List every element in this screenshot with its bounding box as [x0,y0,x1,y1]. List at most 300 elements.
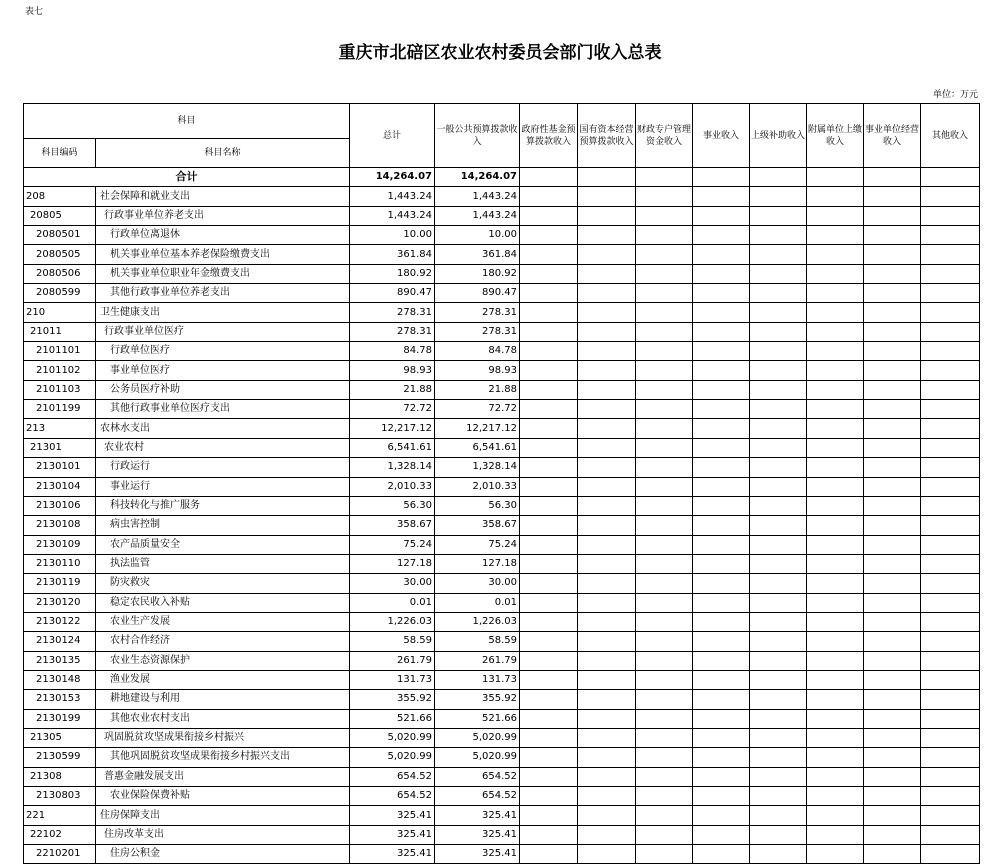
empty-cell [693,709,750,728]
empty-cell [864,168,921,187]
subject-name: 机关事业单位基本养老保险缴费支出 [96,245,350,264]
table-row [24,593,980,612]
empty-cell [807,284,864,303]
empty-cell [578,574,636,593]
empty-cell [807,748,864,767]
empty-cell [693,303,750,322]
empty-cell [807,574,864,593]
empty-cell [750,303,807,322]
empty-cell [750,458,807,477]
empty-cell [636,574,693,593]
empty-cell [864,593,921,612]
table-row [24,322,980,341]
row-general-budget: 278.31 [435,303,520,322]
empty-cell [693,554,750,573]
empty-cell [921,787,980,806]
empty-cell [807,361,864,380]
table-row [24,748,980,767]
empty-cell [921,767,980,786]
empty-cell [520,226,578,245]
col-header-operating-income: 事业单位经营收入 [864,104,921,168]
empty-cell [807,438,864,457]
table-row [24,419,980,438]
empty-cell [520,206,578,225]
empty-cell [520,187,578,206]
empty-cell [921,516,980,535]
empty-cell [750,361,807,380]
row-total: 2,010.33 [350,477,435,496]
empty-cell [921,632,980,651]
empty-cell [807,709,864,728]
row-general-budget: 12,217.12 [435,419,520,438]
subject-code: 2130119 [24,574,96,593]
empty-cell [864,516,921,535]
empty-cell [864,728,921,747]
empty-cell [578,361,636,380]
empty-cell [864,245,921,264]
empty-cell [921,574,980,593]
empty-cell [693,168,750,187]
subject-code: 2130109 [24,535,96,554]
subject-name: 农业生态资源保护 [96,651,350,670]
empty-cell [578,496,636,515]
empty-cell [693,728,750,747]
subject-name: 机关事业单位职业年金缴费支出 [96,264,350,283]
row-total: 261.79 [350,651,435,670]
empty-cell [636,612,693,631]
subject-name: 行政事业单位医疗 [96,322,350,341]
subject-code: 21305 [24,728,96,747]
table-row [24,226,980,245]
table-row [24,458,980,477]
subject-code: 2130122 [24,612,96,631]
empty-cell [520,787,578,806]
col-header-state-capital: 国有资本经营预算拨款收入 [578,104,636,168]
empty-cell [864,361,921,380]
empty-cell [693,651,750,670]
col-header-business-income: 事业收入 [693,104,750,168]
empty-cell [636,226,693,245]
col-header-subordinate-remit: 附属单位上缴收入 [807,104,864,168]
subject-name: 巩固脱贫攻坚成果衔接乡村振兴 [96,728,350,747]
table-row [24,767,980,786]
subject-code: 2130803 [24,787,96,806]
table-row [24,516,980,535]
empty-cell [578,303,636,322]
empty-cell [921,593,980,612]
empty-cell [750,168,807,187]
subject-name: 其他巩固脱贫攻坚成果衔接乡村振兴支出 [96,748,350,767]
row-general-budget: 75.24 [435,535,520,554]
table-row [24,825,980,844]
empty-cell [750,787,807,806]
empty-cell [636,651,693,670]
subject-code: 2130101 [24,458,96,477]
empty-cell [921,845,980,864]
row-total: 72.72 [350,400,435,419]
subject-name: 事业单位医疗 [96,361,350,380]
row-general-budget: 1,443.24 [435,187,520,206]
empty-cell [693,322,750,341]
empty-cell [520,322,578,341]
empty-cell [921,535,980,554]
subject-name: 农产品质量安全 [96,535,350,554]
row-total: 278.31 [350,322,435,341]
empty-cell [807,845,864,864]
empty-cell [807,670,864,689]
empty-cell [750,845,807,864]
row-general-budget: 1,328.14 [435,458,520,477]
subject-name: 渔业发展 [96,670,350,689]
subject-code: 2130124 [24,632,96,651]
row-total: 325.41 [350,825,435,844]
empty-cell [636,380,693,399]
empty-cell [921,342,980,361]
subject-code: 2080501 [24,226,96,245]
empty-cell [750,612,807,631]
empty-cell [921,438,980,457]
empty-cell [864,845,921,864]
row-total: 56.30 [350,496,435,515]
table-row [24,806,980,825]
table-row [24,342,980,361]
empty-cell [750,651,807,670]
empty-cell [636,264,693,283]
empty-cell [520,806,578,825]
empty-cell [520,342,578,361]
empty-cell [636,845,693,864]
row-general-budget: 58.59 [435,632,520,651]
empty-cell [693,767,750,786]
empty-cell [864,438,921,457]
empty-cell [750,419,807,438]
row-total: 358.67 [350,516,435,535]
empty-cell [520,458,578,477]
empty-cell [636,187,693,206]
empty-cell [578,516,636,535]
empty-cell [864,458,921,477]
empty-cell [693,496,750,515]
empty-cell [864,632,921,651]
empty-cell [693,516,750,535]
empty-cell [921,728,980,747]
empty-cell [520,303,578,322]
row-general-budget: 98.93 [435,361,520,380]
empty-cell [750,264,807,283]
empty-cell [578,342,636,361]
row-total: 98.93 [350,361,435,380]
empty-cell [578,651,636,670]
row-general-budget: 10.00 [435,226,520,245]
empty-cell [750,728,807,747]
row-general-budget: 84.78 [435,342,520,361]
empty-cell [520,845,578,864]
empty-cell [807,168,864,187]
table-row [24,651,980,670]
empty-cell [864,806,921,825]
row-general-budget: 278.31 [435,322,520,341]
row-total: 361.84 [350,245,435,264]
subject-name: 其他农业农村支出 [96,709,350,728]
empty-cell [578,825,636,844]
table-row [24,496,980,515]
col-header-superior-subsidy: 上级补助收入 [750,104,807,168]
empty-cell [807,554,864,573]
empty-cell [750,670,807,689]
empty-cell [750,226,807,245]
empty-cell [921,400,980,419]
empty-cell [864,574,921,593]
total-amount: 14,264.07 [350,168,435,187]
table-row [24,612,980,631]
page-title: 重庆市北碚区农业农村委员会部门收入总表 [338,43,662,63]
row-general-budget: 890.47 [435,284,520,303]
subject-name: 事业运行 [96,477,350,496]
row-general-budget: 261.79 [435,651,520,670]
table-row [24,303,980,322]
empty-cell [693,400,750,419]
empty-cell [807,419,864,438]
row-general-budget: 325.41 [435,825,520,844]
row-total: 21.88 [350,380,435,399]
subject-code: 21011 [24,322,96,341]
table-number: 表七 [25,7,44,17]
row-general-budget: 325.41 [435,845,520,864]
empty-cell [921,458,980,477]
row-total: 355.92 [350,690,435,709]
row-general-budget: 180.92 [435,264,520,283]
subject-code: 22102 [24,825,96,844]
empty-cell [750,574,807,593]
table-row [24,264,980,283]
empty-cell [864,787,921,806]
empty-cell [578,400,636,419]
row-general-budget: 72.72 [435,400,520,419]
empty-cell [578,477,636,496]
row-total: 1,226.03 [350,612,435,631]
table-row [24,380,980,399]
empty-cell [578,748,636,767]
empty-cell [693,690,750,709]
subject-name: 防灾救灾 [96,574,350,593]
empty-cell [807,632,864,651]
subject-code: 2130199 [24,709,96,728]
empty-cell [864,264,921,283]
empty-cell [807,806,864,825]
row-total: 5,020.99 [350,748,435,767]
empty-cell [693,206,750,225]
empty-cell [864,226,921,245]
header-row [24,104,980,139]
subject-name: 耕地建设与利用 [96,690,350,709]
empty-cell [520,709,578,728]
empty-cell [520,438,578,457]
empty-cell [636,322,693,341]
subject-code: 2080599 [24,284,96,303]
subject-code: 2130153 [24,690,96,709]
subject-name: 住房公积金 [96,845,350,864]
empty-cell [578,632,636,651]
row-total: 127.18 [350,554,435,573]
empty-cell [636,400,693,419]
row-general-budget: 654.52 [435,787,520,806]
empty-cell [693,787,750,806]
row-general-budget: 654.52 [435,767,520,786]
table-row [24,670,980,689]
empty-cell [578,206,636,225]
row-total: 131.73 [350,670,435,689]
empty-cell [520,284,578,303]
subject-code: 210 [24,303,96,322]
subject-header: 科目 [24,104,350,139]
subject-name: 农业生产发展 [96,612,350,631]
row-general-budget: 325.41 [435,806,520,825]
subject-code: 2130104 [24,477,96,496]
empty-cell [520,825,578,844]
row-general-budget: 0.01 [435,593,520,612]
empty-cell [636,806,693,825]
col-header-special-account: 财政专户管理资金收入 [636,104,693,168]
empty-cell [578,438,636,457]
empty-cell [750,245,807,264]
subject-name: 行政事业单位养老支出 [96,206,350,225]
table-row [24,709,980,728]
col-header-total: 总计 [350,104,435,168]
row-general-budget: 21.88 [435,380,520,399]
empty-cell [520,748,578,767]
table-row [24,284,980,303]
empty-cell [693,574,750,593]
row-total: 180.92 [350,264,435,283]
subject-name: 住房保障支出 [96,806,350,825]
empty-cell [864,748,921,767]
empty-cell [750,438,807,457]
empty-cell [693,612,750,631]
empty-cell [693,226,750,245]
row-total: 325.41 [350,845,435,864]
empty-cell [864,612,921,631]
empty-cell [520,380,578,399]
subject-code: 2101199 [24,400,96,419]
col-header-other-income: 其他收入 [921,104,980,168]
subject-code: 21301 [24,438,96,457]
subject-code: 2101103 [24,380,96,399]
subject-name: 卫生健康支出 [96,303,350,322]
row-total: 654.52 [350,767,435,786]
empty-cell [921,322,980,341]
table-row [24,554,980,573]
row-total: 0.01 [350,593,435,612]
empty-cell [921,748,980,767]
empty-cell [578,226,636,245]
subject-name: 行政运行 [96,458,350,477]
row-general-budget: 1,226.03 [435,612,520,631]
empty-cell [636,206,693,225]
row-total: 84.78 [350,342,435,361]
empty-cell [520,361,578,380]
empty-cell [807,593,864,612]
row-general-budget: 521.66 [435,709,520,728]
table-row [24,245,980,264]
subject-code: 2101102 [24,361,96,380]
empty-cell [807,651,864,670]
empty-cell [807,690,864,709]
empty-cell [578,787,636,806]
empty-cell [750,806,807,825]
empty-cell [578,612,636,631]
empty-cell [864,825,921,844]
row-total: 890.47 [350,284,435,303]
empty-cell [750,535,807,554]
empty-cell [750,554,807,573]
subject-name: 执法监管 [96,554,350,573]
row-total: 278.31 [350,303,435,322]
empty-cell [750,206,807,225]
subject-code: 2130106 [24,496,96,515]
empty-cell [921,361,980,380]
empty-cell [864,477,921,496]
subject-name: 农业保险保费补贴 [96,787,350,806]
table-row [24,187,980,206]
empty-cell [864,690,921,709]
empty-cell [578,245,636,264]
empty-cell [578,593,636,612]
empty-cell [921,477,980,496]
empty-cell [807,342,864,361]
empty-cell [693,419,750,438]
empty-cell [636,342,693,361]
table-row [24,477,980,496]
empty-cell [693,187,750,206]
row-total: 30.00 [350,574,435,593]
col-header-gov-fund: 政府性基金预算拨款收入 [520,104,578,168]
subject-code: 2130120 [24,593,96,612]
empty-cell [520,264,578,283]
row-total: 58.59 [350,632,435,651]
subject-name: 普惠金融发展支出 [96,767,350,786]
subject-code: 2130108 [24,516,96,535]
empty-cell [864,419,921,438]
empty-cell [750,187,807,206]
row-total: 75.24 [350,535,435,554]
row-general-budget: 358.67 [435,516,520,535]
table-row [24,438,980,457]
empty-cell [807,458,864,477]
empty-cell [864,380,921,399]
empty-cell [693,438,750,457]
empty-cell [693,535,750,554]
empty-cell [921,303,980,322]
empty-cell [921,245,980,264]
empty-cell [693,748,750,767]
subject-name: 科技转化与推广服务 [96,496,350,515]
empty-cell [750,516,807,535]
empty-cell [807,380,864,399]
empty-cell [636,728,693,747]
empty-cell [921,419,980,438]
table-row [24,728,980,747]
empty-cell [520,632,578,651]
empty-cell [520,554,578,573]
col-header-general-budget: 一般公共预算拨款收入 [435,104,520,168]
empty-cell [921,496,980,515]
empty-cell [921,612,980,631]
empty-cell [807,226,864,245]
row-total: 1,328.14 [350,458,435,477]
empty-cell [578,767,636,786]
empty-cell [636,767,693,786]
subject-code: 2210201 [24,845,96,864]
